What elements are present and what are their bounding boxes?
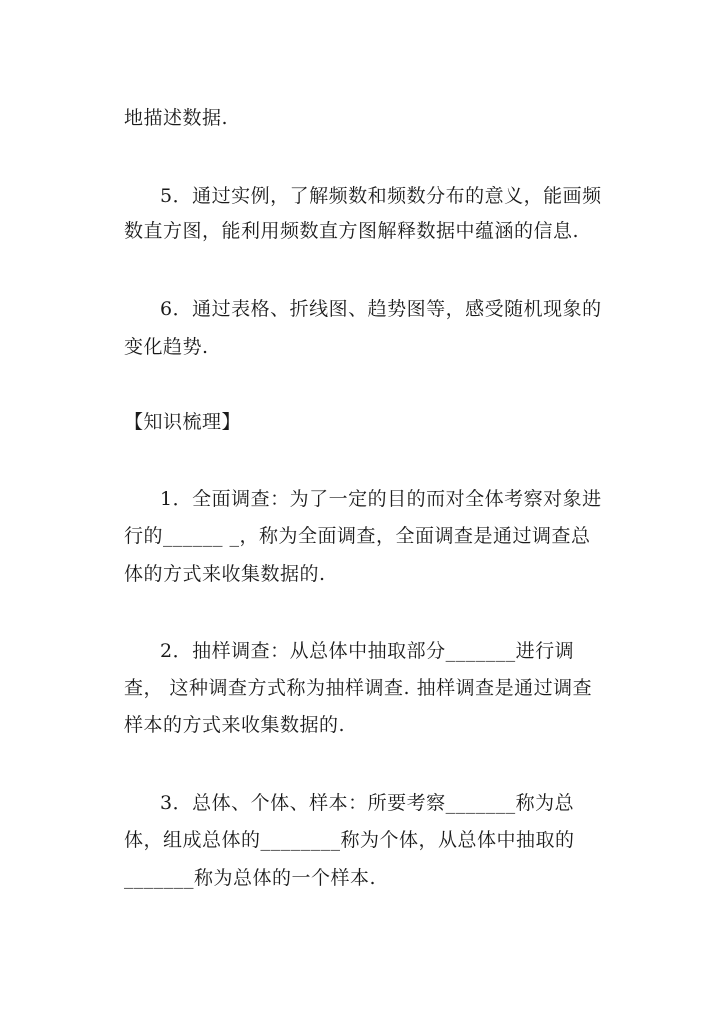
text-line-population-cont-1: 体，组成总体的________称为个体，从总体中抽取的 — [124, 829, 575, 851]
text-line-item-6: 6．通过表格、折线图、趋势图等，感受随机现象的 — [160, 298, 602, 320]
text-line-census-cont-1: 行的______ _，称为全面调查，全面调查是通过调查总 — [124, 525, 591, 547]
text-line-item-6-cont: 变化趋势. — [124, 336, 209, 358]
text-line-sampling-cont-2: 样本的方式来收集数据的. — [124, 714, 346, 736]
text-line-data-description-end: 地描述数据. — [124, 107, 229, 129]
text-line-census-cont-2: 体的方式来收集数据的. — [124, 563, 326, 585]
text-line-census: 1．全面调查：为了一定的目的而对全体考察对象进 — [160, 488, 602, 510]
text-line-item-5-cont: 数直方图，能利用频数直方图解释数据中蕴涵的信息. — [124, 220, 580, 242]
text-line-sampling-cont-1: 查， 这种调查方式称为抽样调查. 抽样调查是通过调查 — [124, 677, 593, 699]
text-line-population: 3．总体、个体、样本：所要考察_______称为总 — [160, 792, 575, 814]
section-heading-knowledge: 【知识梳理】 — [124, 411, 242, 433]
text-line-population-cont-2: _______称为总体的一个样本. — [124, 867, 377, 889]
text-line-sampling: 2．抽样调查：从总体中抽取部分_______进行调 — [160, 640, 575, 662]
text-line-item-5: 5．通过实例，了解频数和频数分布的意义，能画频 — [160, 185, 602, 207]
